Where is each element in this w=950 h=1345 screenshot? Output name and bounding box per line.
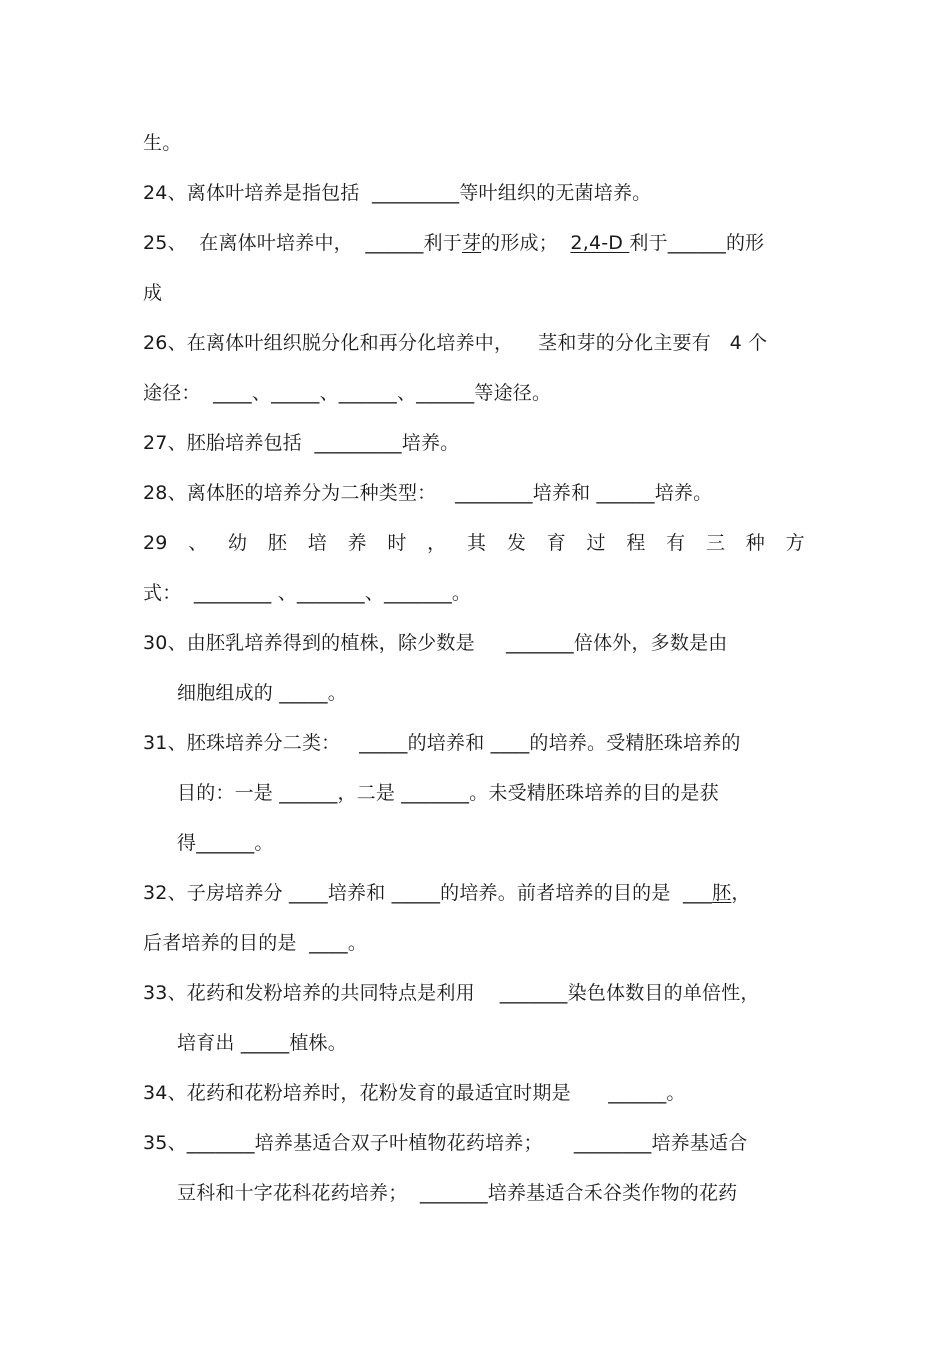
question-35: 35、_______培养基适合双子叶植物花药培养； ________培养基适合 (143, 1132, 748, 1154)
question-34: 34、花药和花粉培养时，花粉发育的最适宜时期是 ______。 (143, 1082, 686, 1104)
text-line: 豆科和十字花科花药培养； _______培养基适合禾谷类作物的花药 (177, 1182, 738, 1204)
text-line: 后者培养的目的是 ____。 (143, 932, 368, 954)
q29-char: 程 (626, 532, 646, 554)
text-line: 培育出 _____植株。 (177, 1032, 347, 1054)
text-line: 得______。 (177, 832, 274, 854)
text-line: 式： ________ 、_______、_______。 (143, 582, 472, 604)
q29-char: 时 (387, 532, 407, 554)
question-26: 26、在离体叶组织脱分化和再分化培养中， 茎和芽的分化主要有 4 个 (143, 332, 768, 354)
question-27: 27、胚胎培养包括 _________培养。 (143, 432, 460, 454)
q29-char: 养 (347, 532, 367, 554)
text-line: 目的：一是 ______，二是 _______。未受精胚珠培养的目的是获 (177, 782, 719, 804)
text-line: 生。 (143, 132, 182, 154)
question-29 (143, 530, 805, 556)
q25-text-c: 利于______的形 (629, 232, 765, 254)
q29-char: 29 (143, 532, 168, 554)
q29-char: 过 (586, 532, 606, 554)
q32-text-b: ， (731, 882, 751, 904)
q32-underlined-embryo: 胚 (712, 882, 732, 904)
q29-char: 幼 (228, 532, 248, 554)
q29-char: 种 (745, 532, 765, 554)
q29-char: 其 (467, 532, 487, 554)
q29-char: ， (427, 532, 447, 554)
question-31: 31、胚珠培养分二类： _____的培养和 ____的培养。受精胚珠培养的 (143, 732, 741, 754)
question-28: 28、离体胚的培养分为二种类型： ________培养和 ______培养。 (143, 482, 713, 504)
q29-char: 方 (785, 532, 805, 554)
text-line: 成 (143, 282, 163, 304)
q29-char: 培 (307, 532, 327, 554)
q29-char: 育 (546, 532, 566, 554)
question-24: 24、离体叶培养是指包括 _________等叶组织的无菌培养。 (143, 182, 652, 204)
q25-underlined-24d: 2,4-D (570, 232, 630, 254)
q29-char: 胚 (267, 532, 288, 554)
q29-char: 发 (506, 532, 527, 554)
question-33: 33、花药和发粉培养的共同特点是利用 _______染色体数目的单倍性， (143, 982, 760, 1004)
q25-text-a: 25、 在离体叶培养中， ______利于 (143, 232, 462, 254)
q29-char: 、 (188, 532, 208, 554)
question-30: 30、由胚乳培养得到的植株，除少数是 _______倍体外，多数是由 (143, 632, 728, 654)
question-25 (143, 230, 764, 256)
question-32 (143, 880, 751, 906)
q25-underlined-bud: 芽 (461, 232, 482, 254)
q25-text-b: 的形成； (481, 232, 571, 254)
q32-text-a: 32、子房培养分 ____培养和 _____的培养。前者培养的目的是 ___ (143, 882, 713, 904)
text-line: 途径： ____、_____、______、______等途径。 (143, 382, 552, 404)
q29-char: 三 (705, 532, 726, 554)
q29-char: 有 (666, 532, 686, 554)
text-line: 细胞组成的 _____。 (177, 682, 347, 704)
